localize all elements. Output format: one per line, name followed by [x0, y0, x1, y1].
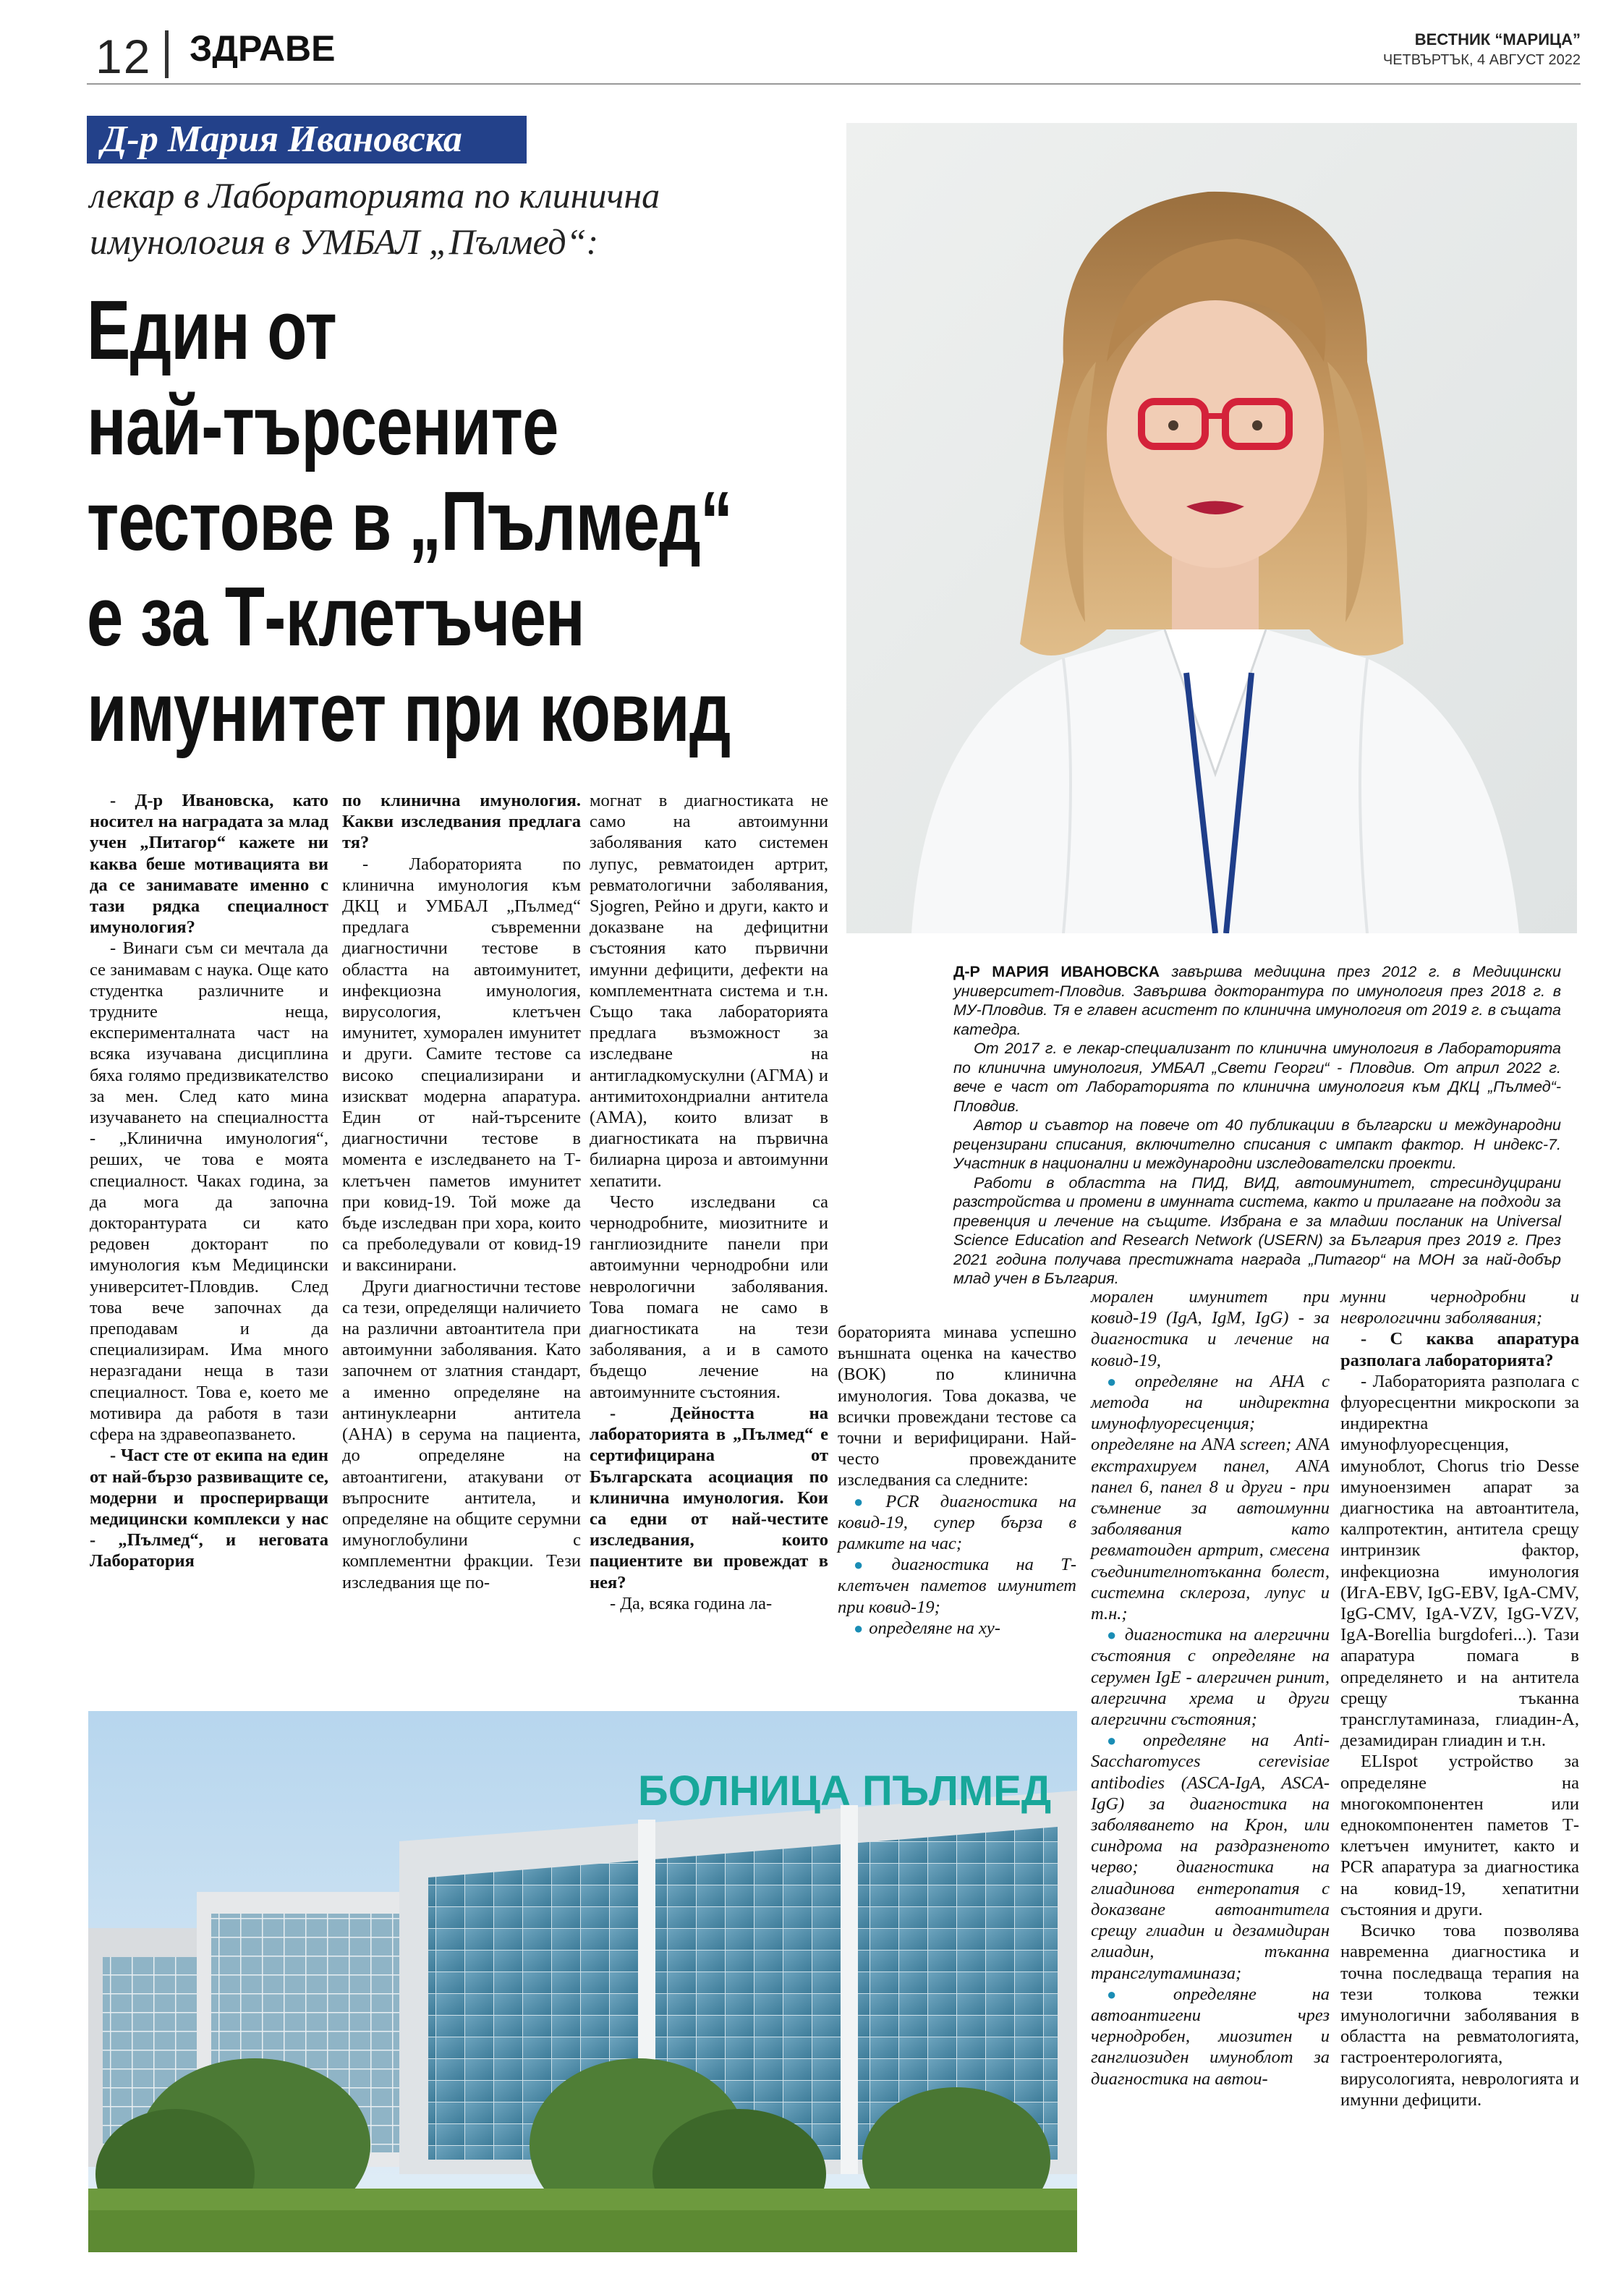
test-list-item: ● определяне на АНА с метода на индиректна имунофлуоресценция; определяне на АNA screen; ANA екстрахируем панел, ANA панел 6, панел 8 и други - при съмнение за автоимунни заболявания като ревматоиден артрит, смесена съединителнотъканна болест, системна склероза, лупус и т.н.; — [1091, 1371, 1330, 1624]
headline-line: имунитет при ковид — [87, 665, 731, 759]
test-list-item: ● PCR диагностика на ковид-19, супер бърза в рамките на час; — [838, 1491, 1076, 1555]
article-column-6 — [1340, 1286, 1579, 2110]
bio-caption — [953, 962, 1561, 1289]
article-column-2 — [342, 790, 581, 1593]
interview-question: по клинична имунология. Какви изследвания предлага тя? — [342, 791, 581, 853]
caption-text: завършва медицина през 2012 г. в Медицински университет-Пловдив. Завършва докторантура по имунология през 2018 г. в МУ-Пловдив. Тя е главен асистент по клинична имунология от 2019 г. в същата катедра. — [953, 963, 1561, 1038]
interview-answer: - Лабораторията по клинична имунология към ДКЦ и УМБАЛ „Пълмед“ предлага съвременни диагностични тестове в областта на автоимунитет, инфекциозна имунология, вирусология, клетъчен имунитет, хуморален имунитет и други. Самите тестове са високо специализирани и изискват модерна апаратура. Един от най-търсените диагностични тестове в момента е изследването на Т-клетъчен паметов имунитет при ковид-19. Той може да бъде изследван при хора, които са преболедували от ковид-19 и ваксинирани. — [342, 854, 581, 1276]
caption-paragraph: Автор и съавтор на повече от 40 публикации в български и международни рецензирани списания, включително списания с импакт фактор. Н индекс-7. Участник в национални и международни изследователски проекти. — [953, 1116, 1561, 1172]
caption-paragraph — [953, 962, 1561, 1039]
section-title: ЗДРАВЕ — [190, 28, 336, 69]
headline — [87, 282, 733, 760]
article-subtitle — [90, 172, 813, 265]
subtitle-line: имунология в УМБАЛ „Пълмед“: — [90, 221, 599, 262]
newspaper-name: ВЕСТНИК “МАРИЦА” — [1414, 30, 1581, 48]
subtitle-line: лекар в Лабораторията по клинична — [90, 175, 660, 216]
header-divider — [165, 30, 169, 78]
caption-paragraph: От 2017 г. е лекар-специализант по клинична имунология в Лабораторията по клинична имунология, УМБАЛ „Свети Георги“ - Пловдив. От април 2022 г. вече е част от Лабораторията по клинична имунология към ДКЦ „Пълмед“-Пловдив. — [953, 1040, 1561, 1115]
interview-question: - Д-р Ивановска, като носител на наградата за млад учен „Питагор“ кажете ни каква беше мотивацията ви да се занимавате именно с тази рядка специалност имунология? — [90, 791, 328, 938]
interview-answer: Често изследвани са чернодробните, миозитните и ганглиозидните панели при автоимунни чернодробни или неврологични заболявания. Това помага не само в диагностиката на тези заболявания, а и в самото бъдещо лечение на автоимунните състояния. — [590, 1192, 828, 1402]
issue-date: ЧЕТВЪРТЪК, 4 АВГУСТ 2022 — [1382, 52, 1581, 68]
test-list-item: ● диагностика на алергични състояния с определяне на серумен IgE - алергичен ринит, алергична хрема и други алергични състояния; — [1091, 1624, 1330, 1730]
interview-answer: Други диагностични тестове са тези, определящи наличието на различни автоантитела при автоимунни заболявания. Като започнем от златния стандарт, а именно определяне на антинуклеарни антитела (АНА) в серума на пациента, до определяне на автоантигени, атакувани от въпросните антитела, и определяне на общите серумни имуноглобулини с комплементни фракции. Тези изследвания ще по- — [342, 1276, 581, 1592]
caption-paragraph: Работи в областта на ПИД, ВИД, автоимунитет, стресиндуцирани разстройства и промени в имунната система, както и прилагане на подходи за превенция и лечение на същите. Избрана е за младши посланик на Universal Science Education and Research Network (USERN) за България през 2019 г. През 2021 година получава престижната награда „Питагор“ на МОН за най-добър млад учен в България. — [953, 1174, 1561, 1287]
test-list-item: ● определяне на ху- — [838, 1618, 1076, 1639]
headline-line: Един от — [87, 283, 337, 377]
interview-answer: бораторията минава успешно външната оценка на качество (ВОК) по клинична имунология. Това доказва, че всички провеждани тестове са точни и верифицирани. Най-често провежданите изследвания са следните: — [838, 1323, 1076, 1490]
interview-answer: могнат в диагностиката не само на автоимунни заболявания като системен лупус, ревматоиден артрит, ревматологични заболявания, Sjogren, Рейно и други, както и доказване на дефицитни състояния като първични имунни дефицити, дефекти на комплементната система и т.н. Също така лабораторията предлага възможност за изследване на антигладкомускулни (АГМА) и антимитохондриални антитела (АМА), които влизат в диагностиката на първична билиарна цироза и автоимунни хепатити. — [590, 791, 828, 1191]
article-column-5 — [1091, 1286, 1330, 2089]
interview-question: - С каква апаратура разполага лабораторията? — [1340, 1329, 1579, 1370]
interview-answer: - Да, всяка година ла- — [610, 1593, 773, 1613]
interview-question: - Част сте от екипа на един от най-бързо развиващите се, модерни и просперирващи медицински комплекси у нас - „Пълмед“, и неговата Лаборатория — [90, 1446, 328, 1571]
interview-answer: Всичко това позволява навременна диагностика и точна последваща терапия на тези толкова тежки имунологични заболявания в областта на ревматологията, гастроентерологията, вирусологията, неврологията и имунни дефицити. — [1340, 1921, 1579, 2110]
author-name-bar — [87, 116, 527, 164]
page-number: 12 — [95, 30, 152, 83]
hospital-sign: БОЛНИЦА ПЪЛМЕД — [638, 1767, 1052, 1815]
article-column-4 — [838, 1322, 1076, 1639]
test-list-item: ● диагностика на Т-клетъчен паметов имунитет при ковид-19; — [838, 1554, 1076, 1618]
header-rule — [87, 83, 1581, 85]
interview-answer: - Лабораторията разполага с флуоресцентни микроскопи за индиректна имунофлуоресценция, имуноблот, Chorus trio Desse имуноензимен апарат за диагностика на автоантитела, калпротектин, антитела срещу интринзик фактор, инфекциозна имунология (ИгА-EBV, IgG-EBV, IgA-CMV, IgG-CMV, IgA-VZV, IgG-VZV, IgA-Borellia burgdoferi...). Тази апаратура помага в определянето и на антитела срещу тъканна трансглутаминаза, глиадин-А, дезамидиран глиадин и т.н. — [1340, 1371, 1579, 1751]
headline-line: тестове в „Пълмед“ — [87, 474, 733, 568]
interview-answer: - Винаги съм си мечтала да се занимавам с наука. Още като студентка различните и трудните неща, експерименталната част на всяка изучавана дисциплина бяха голямо предизвикателство за мен. След като мина изучаването на специалността - „Клинична имунология“, реших, че това е моята специалност. Чаках година, за да мога да започна докторантурата си като редовен докторант по имунология към Медицински университет-Пловдив. След това вече започнах да преподавам и да специализирам. Има много неразгадани неща в тази специалност. Това е, което ме мотивира да работя в тази сфера на здравеопазването. — [90, 938, 328, 1445]
article-column-1 — [90, 790, 328, 1572]
test-list-item: ● определяне на Anti-Saccharomyces cerevisiae antibodies (ASCA-IgA, ASCA-IgG) за диагностика на заболяването на Крон, или синдрома на раздразненото черво; диагностика на глиадинова ентеропатия с доказване автоантитела срещу глиадин и дезамидиран глиадин, тъканна трансглутаминаза; — [1091, 1730, 1330, 1983]
interview-answer: ELIspot устройство за определяне на многокомпонентен или еднокомпонентен паметов Т-клетъчен имунитет, както и PCR апаратура за диагностика на ковид-19, хепатитни състояния и други. — [1340, 1752, 1579, 1919]
test-list-item: мунни чернодробни и неврологични заболявания; — [1340, 1287, 1579, 1328]
headline-line: е за Т-клетъчен — [87, 569, 584, 663]
caption-name: Д-Р МАРИЯ ИВАНОВСКА — [953, 963, 1160, 980]
portrait-photo — [846, 123, 1577, 933]
test-list-item: ● определяне на автоантигени чрез чернодробен, миозитен и ганглиозиден имуноблот за диагностика на автои- — [1091, 1984, 1330, 2089]
author-name: Д-р Мария Ивановска — [101, 119, 462, 160]
article-column-3 — [590, 790, 828, 1614]
interview-question: - Дейността на лабораторията в „Пълмед“ е сертифицирана от Българската асоциация по клинична имунология. Кои са едни от най-честите изследвания, които пациентите ви провеждат в нея? — [590, 1403, 828, 1592]
hospital-building-photo — [88, 1711, 1077, 2252]
headline-line: най-търсените — [87, 378, 558, 472]
test-list-item: морален имунитет при ковид-19 (IgA, IgM, IgG) - за диагностика и лечение на ковид-19, — [1091, 1287, 1330, 1370]
